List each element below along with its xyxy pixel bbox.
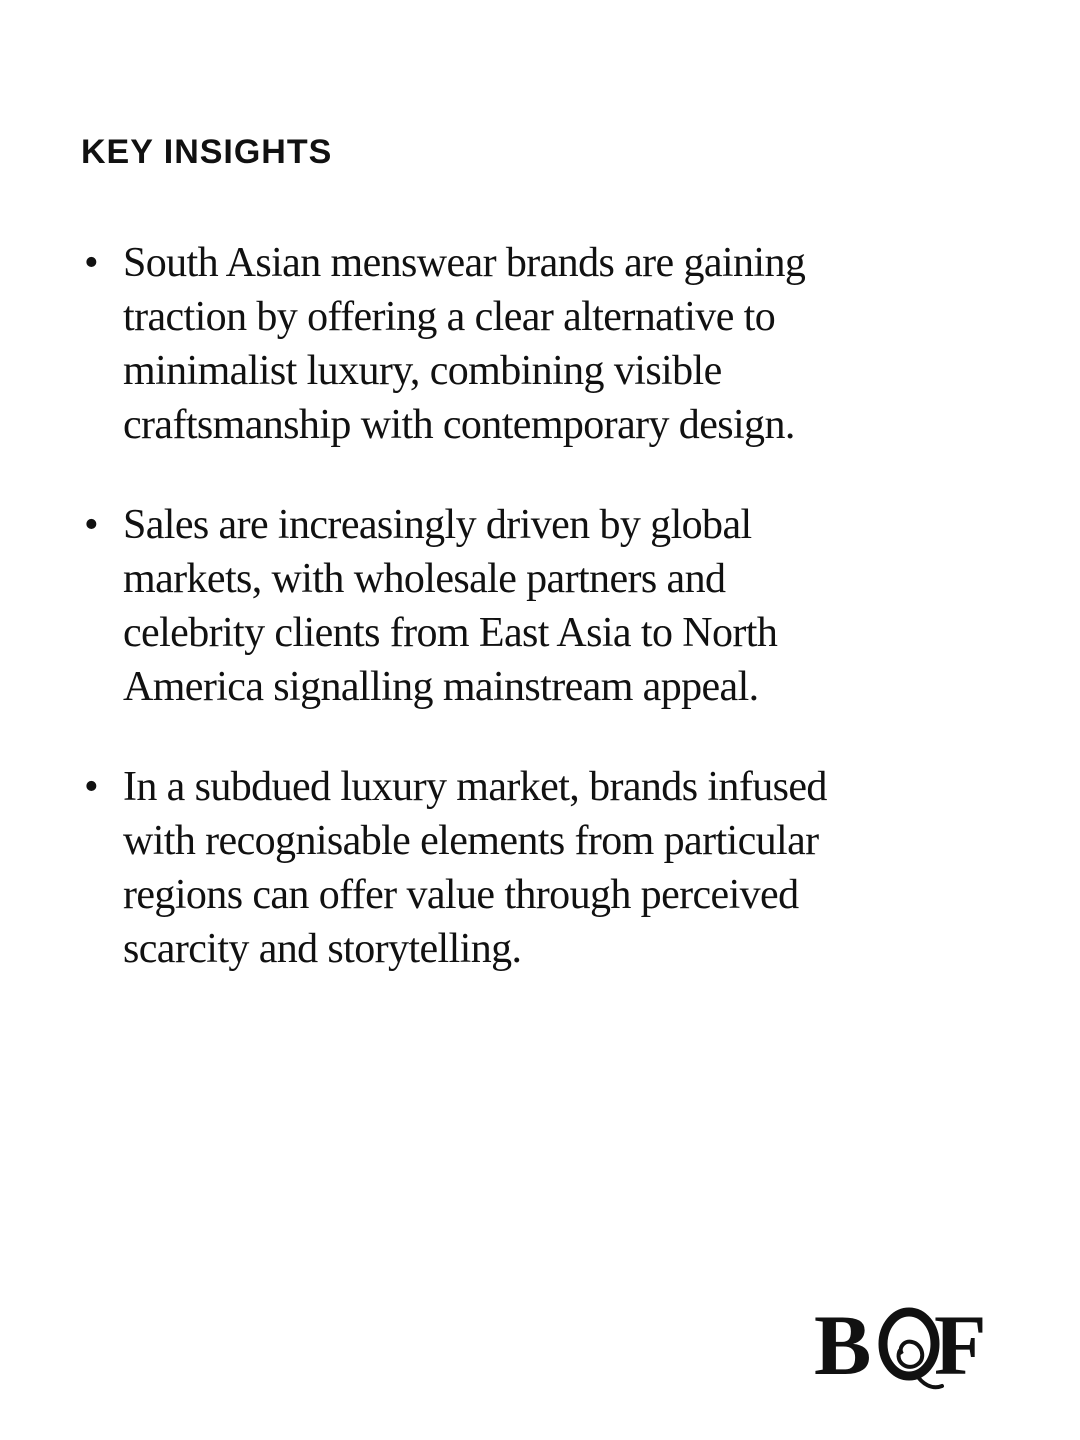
section-heading: KEY INSIGHTS xyxy=(81,133,333,171)
insight-item xyxy=(84,498,984,714)
logo-letter-f: F xyxy=(934,1300,987,1393)
insight-item xyxy=(84,236,984,452)
insight-line: with recognisable elements from particular xyxy=(123,818,819,864)
insight-line: celebrity clients from East Asia to North xyxy=(123,610,778,656)
insight-line: In a subdued luxury market, brands infused xyxy=(123,764,827,810)
bullet-icon: • xyxy=(84,502,99,548)
insight-line: minimalist luxury, combining visible xyxy=(123,348,722,394)
insight-line: markets, with wholesale partners and xyxy=(123,556,726,602)
insight-line: America signalling mainstream appeal. xyxy=(123,664,759,710)
bof-logo xyxy=(812,1300,1002,1400)
logo-letter-b: B xyxy=(814,1300,872,1393)
insight-line: scarcity and storytelling. xyxy=(123,926,522,972)
insight-item xyxy=(84,760,984,976)
insight-line: traction by offering a clear alternative to xyxy=(123,294,776,340)
bullet-icon: • xyxy=(84,240,99,286)
insight-line: craftsmanship with contemporary design. xyxy=(123,402,795,448)
key-insights-list xyxy=(84,236,984,1022)
insight-line: Sales are increasingly driven by global xyxy=(123,502,752,548)
insight-line: South Asian menswear brands are gaining xyxy=(123,240,806,286)
bullet-icon: • xyxy=(84,764,99,810)
insight-line: regions can offer value through perceived xyxy=(123,872,799,918)
